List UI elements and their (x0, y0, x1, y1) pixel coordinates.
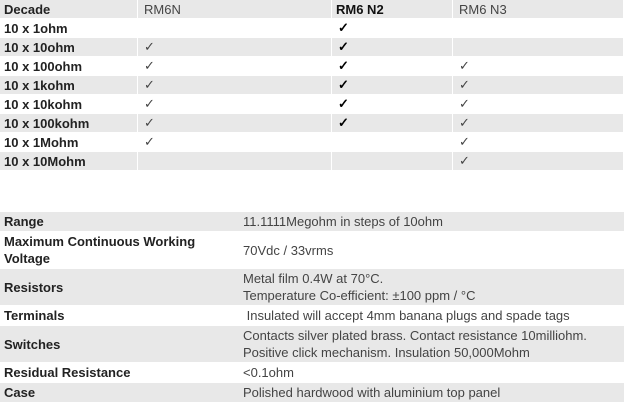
spec-key: Switches (0, 326, 237, 363)
spec-value-line: 70Vdc / 33vrms (243, 242, 334, 258)
spec-value (237, 269, 624, 306)
rm6n2-cell (332, 76, 453, 95)
decade-label (0, 133, 138, 152)
rm6n3-cell (453, 57, 624, 76)
spec-value-line: <0.1ohm (243, 365, 294, 380)
spec-value (237, 306, 624, 326)
rm6n-cell (138, 38, 332, 57)
rm6n2-cell-value: ✓ (338, 20, 349, 35)
rm6n2-cell-value: ✓ (338, 39, 349, 54)
rm6n3-cell (453, 38, 624, 57)
spec-value-line: Polished hardwood with aluminium top panel (243, 385, 501, 400)
decade-label (0, 57, 138, 76)
table-row (0, 95, 624, 114)
spec-value-line: Positive click mechanism. Insulation 50,000Mohm (243, 345, 530, 360)
rm6n3-cell (453, 95, 624, 114)
decade-label-value: 10 x 10kohm (4, 96, 83, 112)
decade-label (0, 114, 138, 133)
rm6n3-cell-value: ✓ (459, 96, 470, 111)
rm6n2-cell-value: ✓ (338, 115, 349, 130)
decade-label-value: 10 x 10Mohm (4, 153, 86, 169)
rm6n2-cell (332, 152, 453, 171)
rm6n-cell (138, 57, 332, 76)
spec-key: Range (0, 212, 237, 232)
rm6n-cell (138, 114, 332, 133)
rm6n-cell (138, 19, 332, 38)
rm6n3-cell-value: ✓ (459, 115, 470, 130)
decade-label-value: 10 x 10ohm (4, 39, 75, 55)
spec-value (237, 326, 624, 363)
table-row (0, 133, 624, 152)
rm6n2-cell (332, 114, 453, 133)
rm6n2-cell (332, 133, 453, 152)
spec-value-line: Contacts silver plated brass. Contact resistance 10milliohm. (243, 328, 587, 343)
rm6n3-cell (453, 76, 624, 95)
spec-row (0, 363, 624, 383)
header-rm6n: RM6N (138, 0, 332, 19)
spec-value-line: Temperature Co-efficient: ±100 ppm / °C (243, 288, 476, 303)
table-header-row (0, 0, 624, 19)
spec-row (0, 212, 624, 232)
rm6n2-cell (332, 19, 453, 38)
decade-label (0, 152, 138, 171)
rm6n3-cell (453, 152, 624, 171)
table-row (0, 152, 624, 171)
rm6n3-cell-value: ✓ (459, 77, 470, 92)
rm6n-cell-value: ✓ (144, 96, 155, 111)
header-rm6n2: RM6 N2 (332, 0, 453, 19)
rm6n2-cell-value: ✓ (338, 58, 349, 73)
rm6n2-cell (332, 57, 453, 76)
rm6n3-cell-value: ✓ (459, 58, 470, 73)
spec-key: Resistors (0, 269, 237, 306)
table-row (0, 38, 624, 57)
specifications-table (0, 212, 624, 403)
spec-value-line: 11.1111Megohm in steps of 10ohm (243, 214, 443, 229)
rm6n-cell-value: ✓ (144, 77, 155, 92)
rm6n-cell (138, 95, 332, 114)
rm6n-cell-value: ✓ (144, 134, 155, 149)
spec-row (0, 269, 624, 306)
spec-value (237, 363, 624, 383)
decade-label-value: 10 x 1Mohm (4, 134, 79, 150)
rm6n3-cell (453, 19, 624, 38)
rm6n-cell-value: ✓ (144, 115, 155, 130)
rm6n2-cell (332, 38, 453, 57)
rm6n-cell-value: ✓ (144, 39, 155, 54)
rm6n-cell (138, 76, 332, 95)
spec-key: Residual Resistance (0, 363, 237, 383)
spec-row (0, 306, 624, 326)
spec-value (237, 232, 624, 269)
rm6n2-cell-value: ✓ (338, 77, 349, 92)
header-decade: Decade (0, 0, 138, 19)
rm6n-cell (138, 152, 332, 171)
spec-value-line: Metal film 0.4W at 70°C. (243, 271, 384, 286)
rm6n3-cell (453, 133, 624, 152)
decade-label-value: 10 x 1ohm (4, 20, 68, 36)
spec-row (0, 232, 624, 269)
rm6n2-cell (332, 95, 453, 114)
table-row (0, 114, 624, 133)
decade-label-value: 10 x 1kohm (4, 77, 75, 93)
rm6n3-cell-value: ✓ (459, 153, 470, 168)
spec-key: Case (0, 383, 237, 403)
decade-label (0, 95, 138, 114)
decade-label-value: 10 x 100kohm (4, 115, 90, 131)
spec-value (237, 383, 624, 403)
spec-row (0, 383, 624, 403)
spec-row (0, 326, 624, 363)
table-row (0, 57, 624, 76)
rm6n3-cell (453, 114, 624, 133)
decade-label (0, 19, 138, 38)
header-rm6n3: RM6 N3 (453, 0, 624, 19)
decade-label (0, 76, 138, 95)
spec-key: Maximum Continuous Working Voltage (0, 232, 237, 269)
decade-label (0, 38, 138, 57)
rm6n3-cell-value: ✓ (459, 134, 470, 149)
table-row (0, 76, 624, 95)
decade-availability-table (0, 0, 624, 171)
table-row (0, 19, 624, 38)
rm6n2-cell-value: ✓ (338, 96, 349, 111)
spec-value-line: Insulated will accept 4mm banana plugs and spade tags (243, 308, 570, 323)
decade-label-value: 10 x 100ohm (4, 58, 83, 74)
rm6n-cell (138, 133, 332, 152)
spec-key: Terminals (0, 306, 237, 326)
spec-value (237, 212, 624, 232)
rm6n-cell-value: ✓ (144, 58, 155, 73)
